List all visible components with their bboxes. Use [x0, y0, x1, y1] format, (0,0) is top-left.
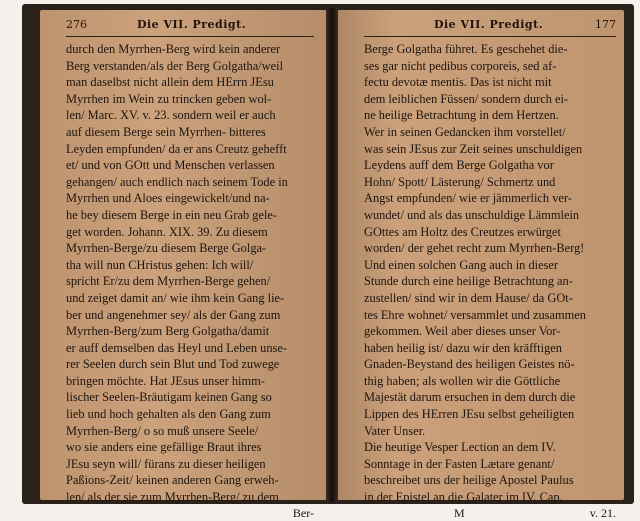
signature-mark: M [454, 505, 465, 520]
text-line: ses gar nicht pedibus corporeis, sed af- [364, 58, 557, 73]
text-line: Die heutige Vesper Lection an dem IV. [364, 440, 556, 455]
text-line: in der Epistel an die Galater im IV. Cap. [364, 490, 563, 505]
text-line: Lippen des HErren JEsu selbst geheiligten [364, 407, 575, 422]
text-line: Majestät darum ersuchen in dem durch die [364, 390, 576, 405]
text-line: Myrrhen-Berg/zum Berg Golgatha/damit [66, 324, 270, 339]
left-page-text [66, 41, 314, 506]
text-line: Stunde durch eine heilige Betrachtung an- [364, 274, 573, 289]
text-line: was sein JEsus zur Zeit seines unschuldigen [364, 141, 583, 156]
text-line: rer Seelen durch sein Blut und Tod zuwege [66, 357, 280, 372]
text-line: Myrrhen im Wein zu trincken geben wol- [66, 91, 272, 106]
text-line: Leydens auff dem Berge Golgatha vor [364, 158, 554, 173]
text-line: bringen möchte. Hat JEsus unser himm- [66, 373, 265, 388]
text-line: und zeiget damit an/ wie ihm kein Gang lie- [66, 290, 285, 305]
text-line: wundet/ und als das unschuldige Lämmlein [364, 207, 580, 222]
text-line: Myrrhen-Berg/ o so muß unsere Seele/ [66, 423, 259, 438]
left-page-number: 276 [66, 18, 87, 31]
text-line: get worden. Johann. XIX. 39. Zu diesem [66, 224, 268, 239]
text-line: tha will nun CHristus gehen: Ich will/ [66, 257, 254, 272]
text-line: Myrrhen und Aloes eingewickelt/und na- [66, 191, 270, 206]
text-line: dem leiblichen Füssen/ sondern durch ei- [364, 91, 569, 106]
right-page [338, 10, 624, 520]
right-running-head [364, 18, 616, 37]
right-page-title: Die VII. Predigt. [433, 18, 544, 31]
text-line: he bey diesem Berge in ein neu Grab gele- [66, 207, 278, 222]
text-line: Berg verstanden/als der Berg Golgatha/weil [66, 58, 284, 73]
text-line: gekommen. Weil aber dieses unser Vor- [364, 324, 561, 339]
text-line: ber und angenehmer sey/ als der Gang zum [66, 307, 281, 322]
text-line: gehangen/ auch endlich nach seinem Tode in [66, 174, 288, 189]
text-line: haben heilig ist/ dazu wir den kräfftigen [364, 340, 562, 355]
text-line: zustellen/ sind wir in dem Hause/ da GOt- [364, 290, 573, 305]
text-line: JEsu seyn will/ fürans zu dieser heiligen [66, 456, 266, 471]
text-line: spricht Er/zu dem Myrrhen-Berge gehen/ [66, 274, 271, 289]
text-line: Myrrhen-Berge/zu diesem Berge Golga- [66, 241, 267, 256]
text-line: lieb und hoch gehalten als den Gang zum [66, 407, 271, 422]
text-line: et/ und von GOtt und Menschen verlassen [66, 158, 275, 173]
open-book [22, 4, 634, 520]
text-line: len/ Marc. XV. v. 23. sondern weil er auch [66, 108, 276, 123]
text-line: len/ als der sie zum Myrrhen-Berg/ zu dem [66, 490, 279, 505]
text-line: auf diesem Berge sein Myrrhen- bitteres [66, 124, 266, 139]
text-line: Und einen solchen Gang auch in dieser [364, 257, 559, 272]
text-line: Gnaden-Beystand des heiligen Geistes nö- [364, 357, 575, 372]
text-line: GOttes am Holtz des Creutzes erwürget [364, 224, 561, 239]
text-line: worden/ der gehet recht zum Myrrhen-Berg! [364, 241, 585, 256]
right-page-footer [364, 506, 616, 521]
text-line: tes Ehre wohnet/ versammlet und zusammen [364, 307, 586, 322]
left-catchword: Ber- [292, 505, 314, 520]
text-line: ne heilige Betrachtung in dem Hertzen. [364, 108, 559, 123]
text-line: thig haben; als wollen wir die Göttliche [364, 373, 561, 388]
text-line: Wer in seinen Gedancken ihm vorstellet/ [364, 124, 566, 139]
book-gutter [326, 8, 338, 502]
text-line: wo sie anders eine gefällige Braut ihres [66, 440, 262, 455]
left-page [40, 10, 326, 520]
text-line: Leyden empfunden/ da er ans Creutz gehefft [66, 141, 287, 156]
text-line: Angst empfunden/ wie er jämmerlich ver- [364, 191, 572, 206]
text-line: Vater Unser. [364, 423, 426, 438]
text-line: durch den Myrrhen-Berg wird kein anderer [66, 42, 281, 56]
text-line: man daselbst nicht allein dem HErrn JEsu [66, 75, 274, 90]
left-page-title: Die VII. Predigt. [136, 18, 247, 31]
right-page-number: 177 [594, 18, 616, 31]
text-line: beschreibet uns der heilige Apostel Paulus [364, 473, 574, 488]
text-line: er auff demselben das Heyl und Leben unse- [66, 340, 288, 355]
right-page-text [364, 41, 616, 506]
left-running-head [66, 18, 314, 37]
text-line: Hohn/ Spott/ Lästerung/ Schmertz und [364, 174, 556, 189]
text-line: Sonntage in der Fasten Lætare genant/ [364, 456, 555, 471]
text-line: lischer Seelen-Bräutigam keinen Gang so [66, 390, 272, 405]
text-line: fectu devotæ mentis. Das ist nicht mit [364, 75, 552, 90]
right-catchword: v. 21. [589, 505, 616, 520]
text-line: Berge Golgatha führet. Es geschehet die- [364, 42, 568, 56]
text-line: Paßions-Zeit/ keinen anderen Gang erweh- [66, 473, 279, 488]
